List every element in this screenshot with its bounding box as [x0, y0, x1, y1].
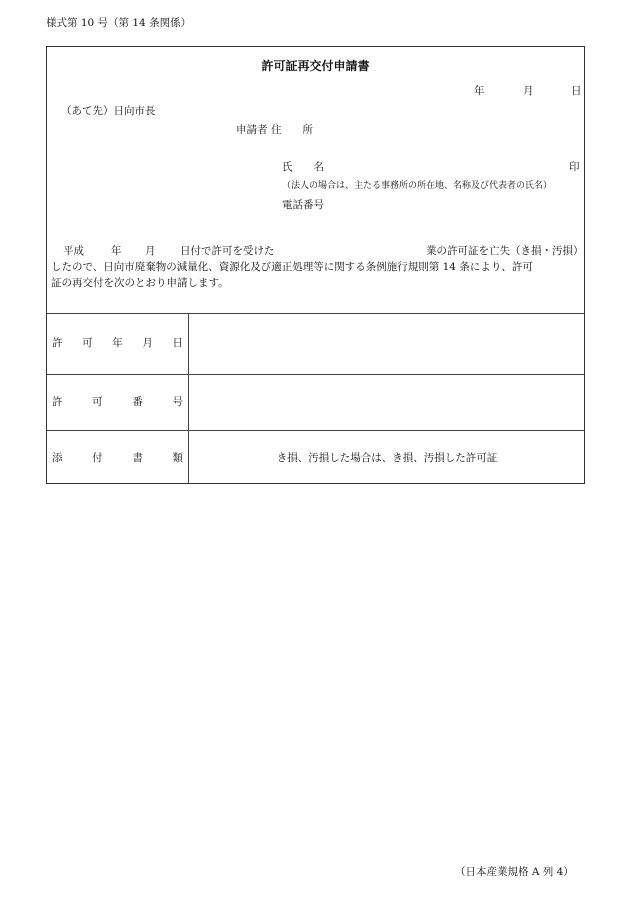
- seal-mark: 印: [569, 161, 580, 173]
- label-char: 番: [132, 396, 143, 408]
- attachments-value: き損、汚損した場合は、き損、汚損した許可証: [276, 452, 498, 464]
- body-month: 月: [145, 245, 156, 257]
- body-day-text: 日付で許可を受けた: [180, 245, 275, 257]
- label-char: 年: [112, 337, 123, 349]
- addressee: （あて先）日向市長: [61, 105, 156, 117]
- divider-table-top: [47, 313, 584, 314]
- body-line-3: 証の再交付を次のとおり申請します。: [51, 277, 229, 289]
- divider-row-1: [47, 374, 584, 375]
- corporate-note: （法人の場合は、主たる事務所の所在地、名称及び代表者の氏名）: [282, 181, 553, 191]
- label-char: 添: [52, 452, 63, 464]
- label-char: 日: [172, 337, 183, 349]
- date-year-label: 年: [474, 85, 485, 97]
- divider-row-2: [47, 430, 584, 431]
- body-era: 平成: [63, 245, 84, 257]
- body-business-text: 業の許可証を亡失（き損・汚損）: [426, 245, 584, 257]
- address-label: 住 所: [271, 124, 313, 136]
- form-number: 様式第 10 号（第 14 条関係）: [46, 17, 192, 29]
- label-char: 月: [142, 337, 153, 349]
- label-char: 付: [92, 452, 103, 464]
- applicant-label: 申請者: [236, 124, 268, 136]
- label-char: 許: [52, 337, 63, 349]
- label-char: 可: [82, 337, 93, 349]
- phone-label: 電話番号: [282, 199, 324, 211]
- label-char: 書: [132, 452, 143, 464]
- paper-size-note: （日本産業規格 A 列 4）: [455, 866, 574, 878]
- body-year: 年: [111, 245, 122, 257]
- form-title: 許可証再交付申請書: [261, 59, 370, 73]
- label-permit-number: [52, 397, 183, 408]
- label-char: 許: [52, 396, 63, 408]
- date-day-label: 日: [571, 85, 582, 97]
- label-char: 可: [92, 396, 103, 408]
- name-label: 氏 名: [282, 161, 324, 173]
- label-permit-date: [52, 338, 183, 349]
- label-attachments: [52, 453, 183, 464]
- date-month-label: 月: [523, 85, 534, 97]
- application-form: [46, 46, 585, 484]
- label-char: 類: [172, 452, 183, 464]
- label-char: 号: [172, 396, 183, 408]
- body-line-2: したので、日向市廃棄物の減量化、資源化及び適正処理等に関する条例施行規則第 14 条により、許可: [51, 261, 533, 273]
